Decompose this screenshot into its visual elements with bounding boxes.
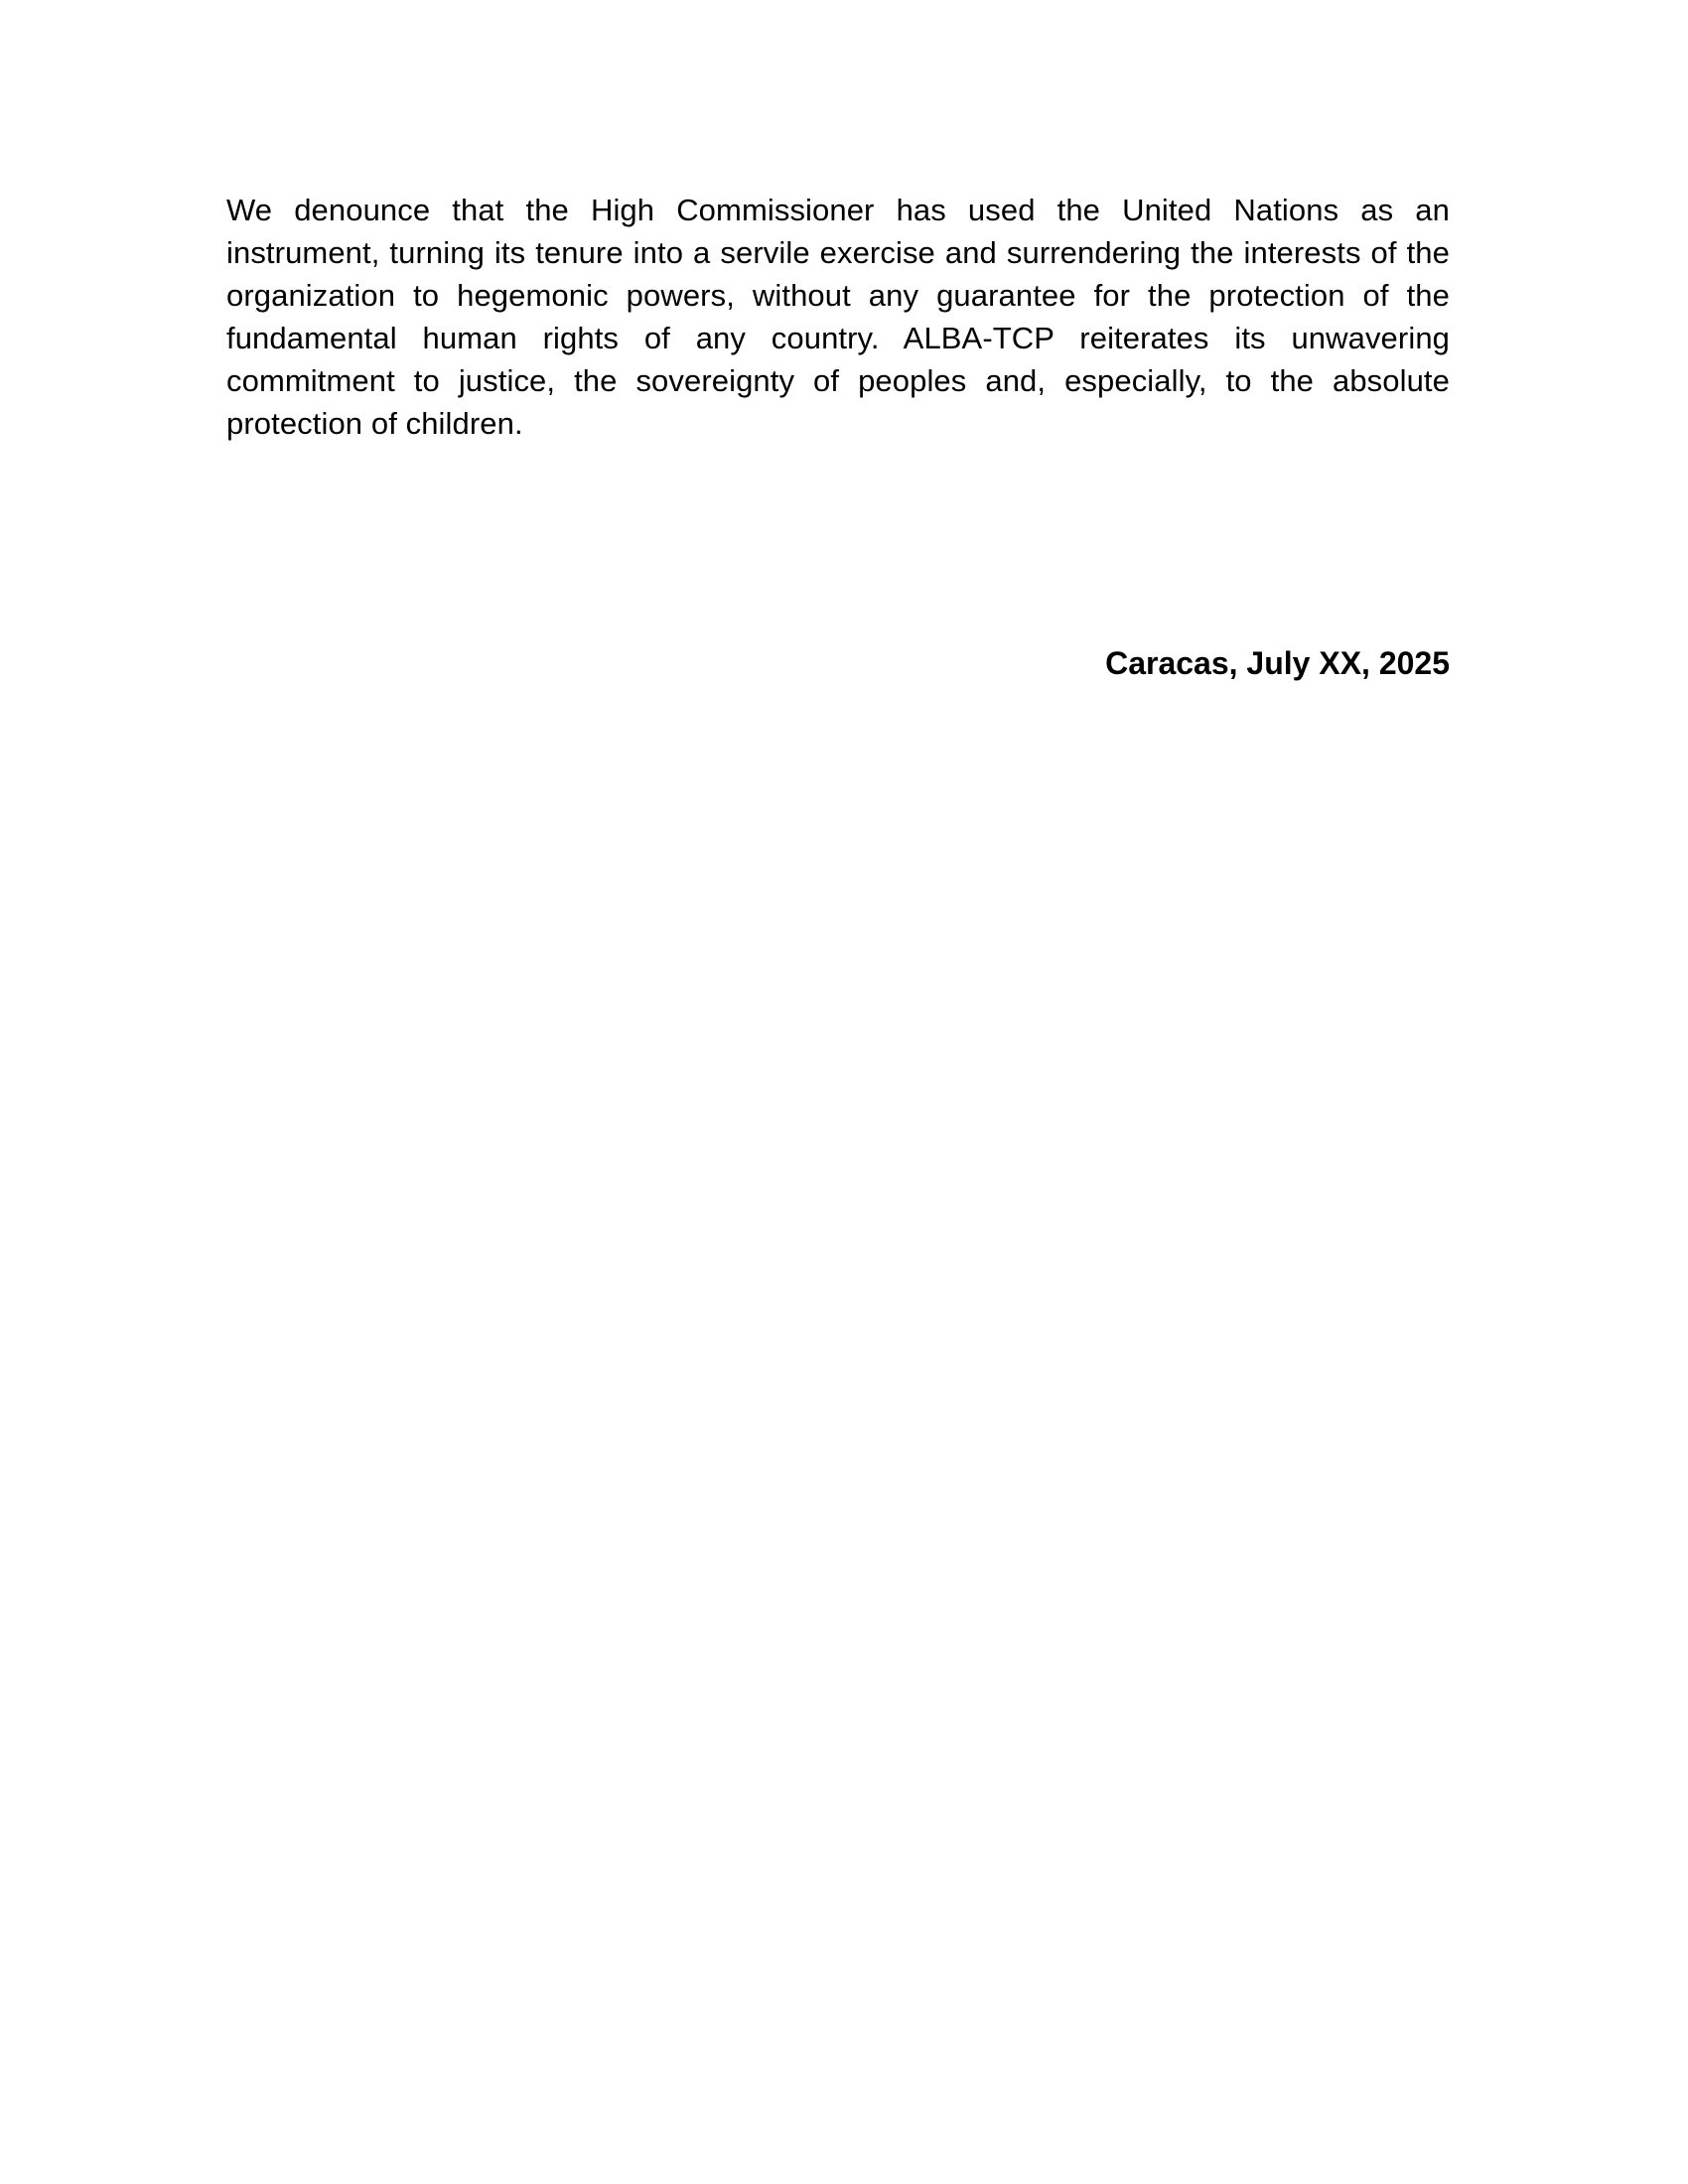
denunciation-paragraph: We denounce that the High Commissioner has used the United Nations as an instrument, turning its tenure into a servile exercise and surrendering the interests of the organization to hegemonic powers, without any guarantee for the protection of the fundamental human rights of any country. ALBA-TCP reiterates its unwavering commitment to justice, the sovereignty of peoples and, especially, to the absolute protection of children. [226,193,1450,441]
document-body [226,189,1450,685]
dateline: Caracas, July XX, 2025 [1105,645,1450,681]
